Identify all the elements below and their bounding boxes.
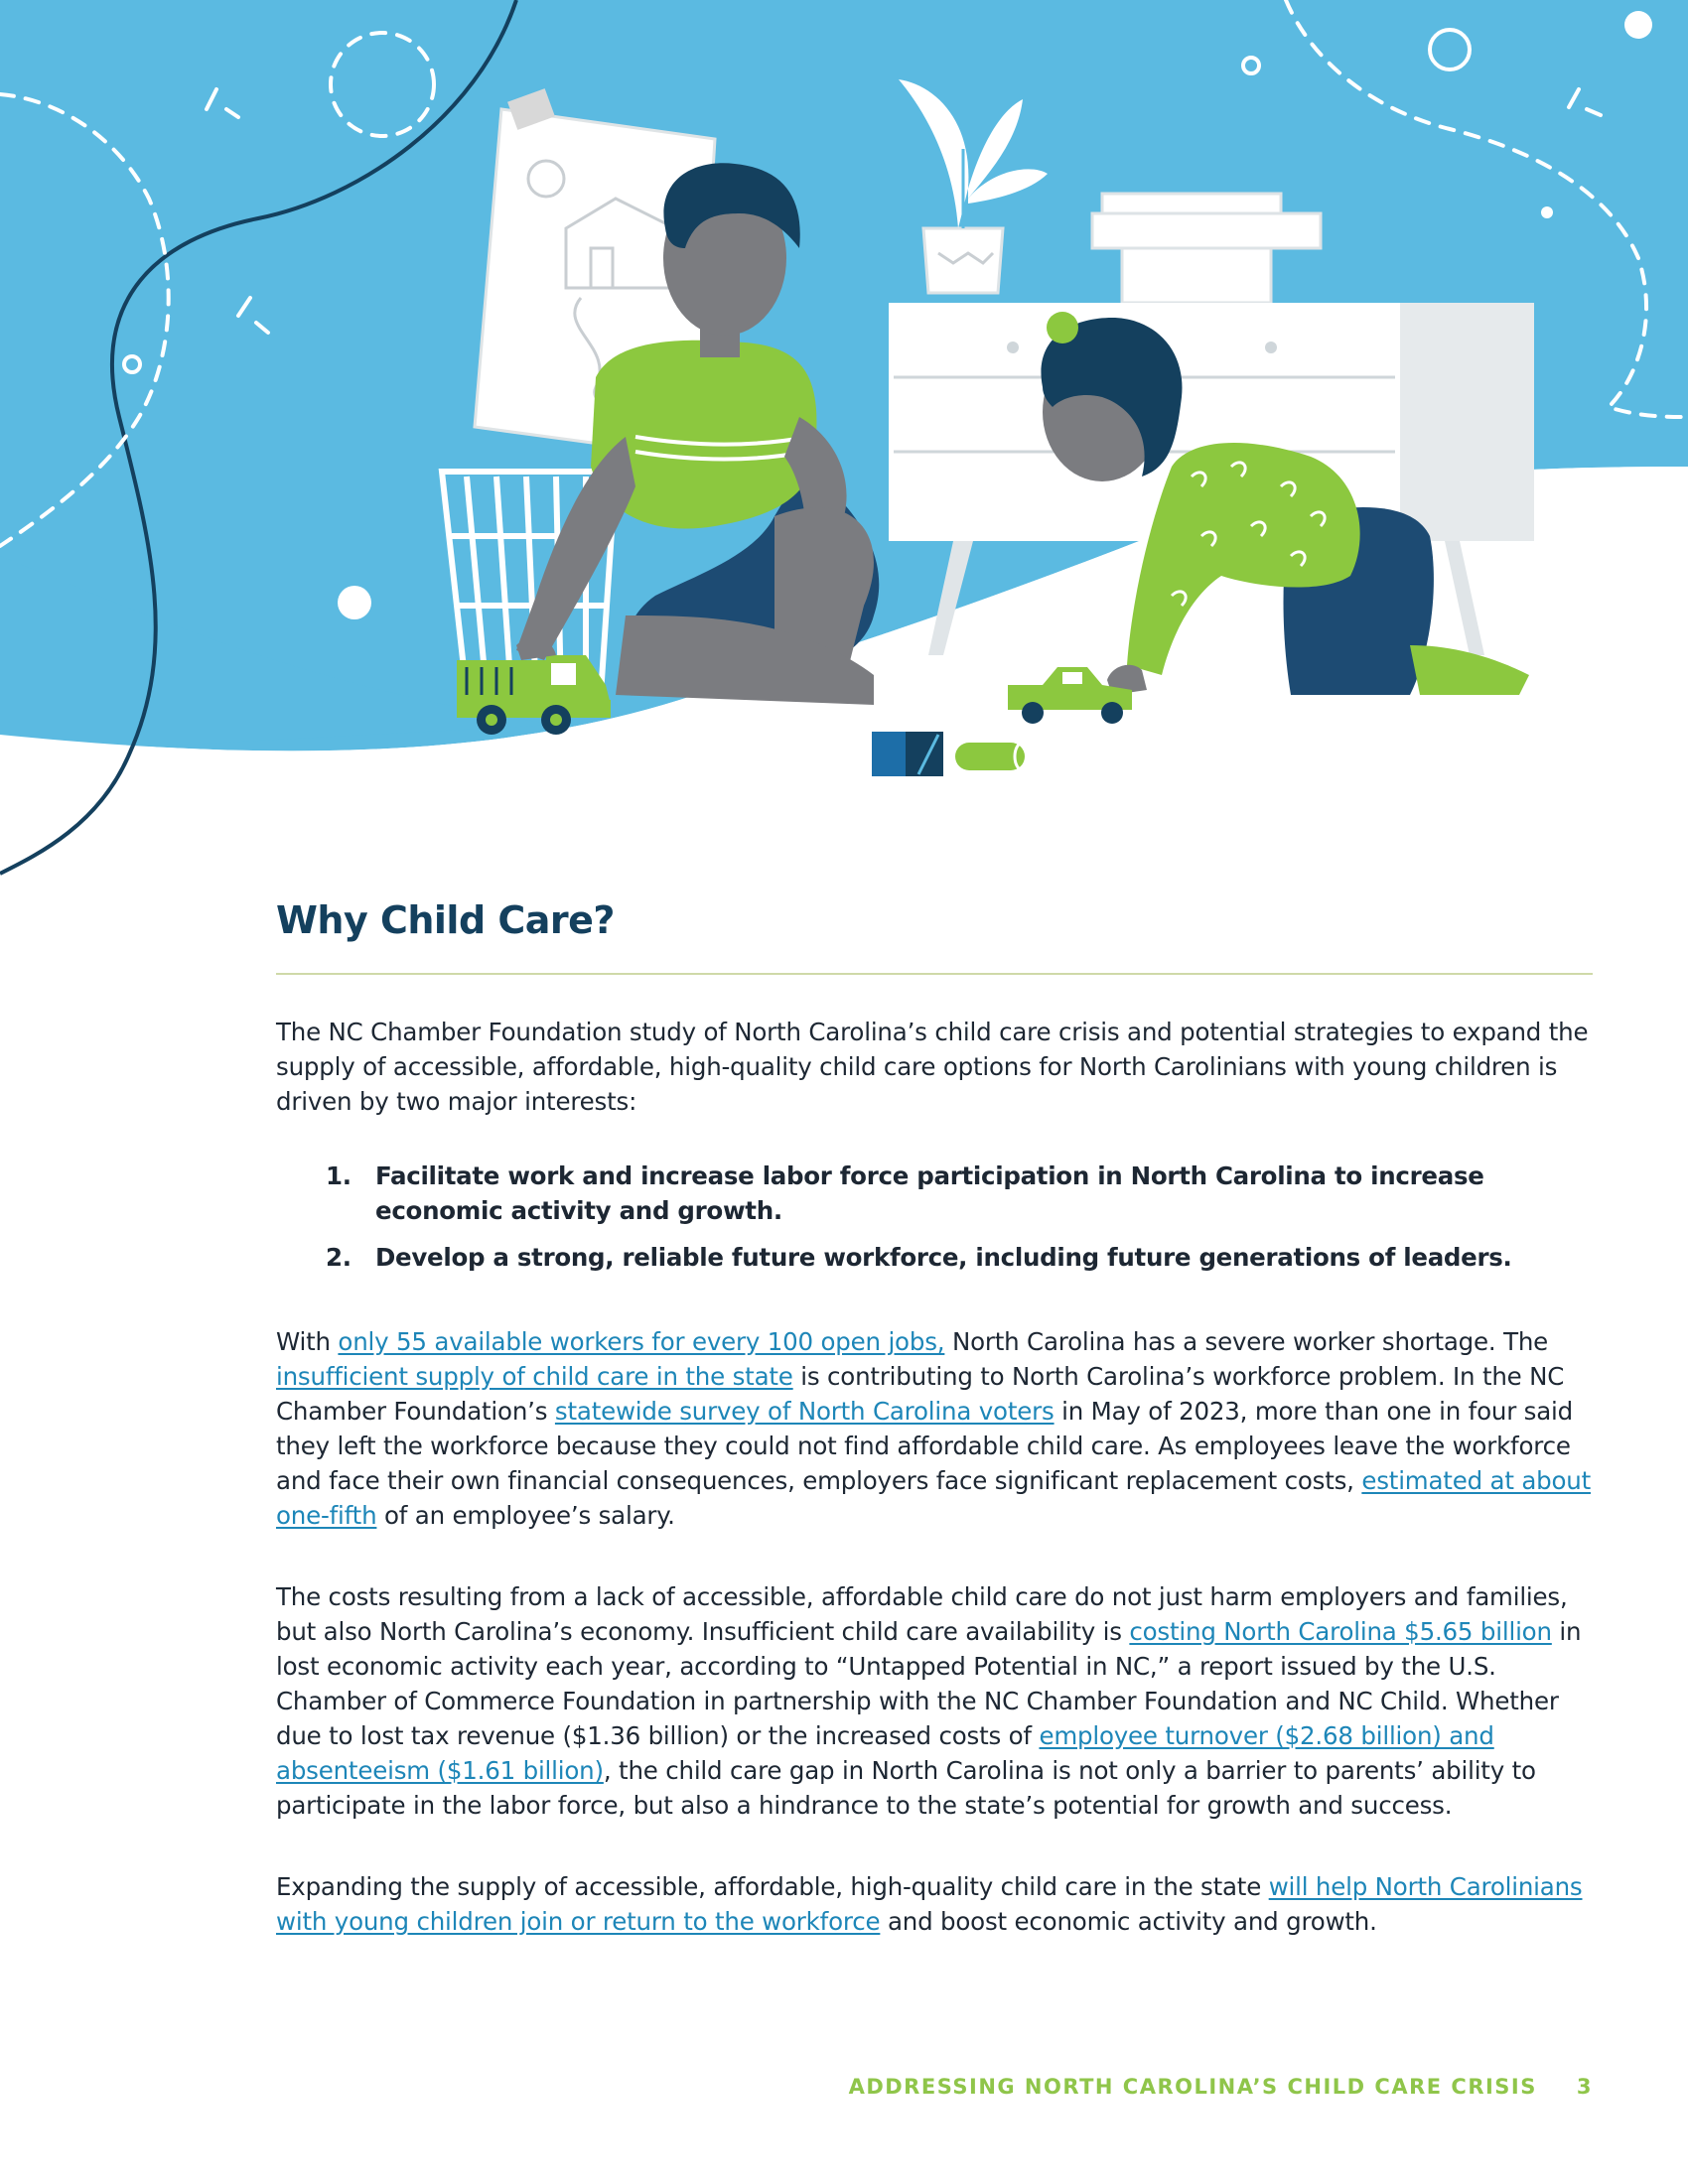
footer-title: ADDRESSING NORTH CAROLINA’S CHILD CARE CRISIS: [848, 2075, 1537, 2099]
text-span: The costs resulting from a lack of accessible, affordable child care do not just harm employers and families, but also North Carolina’s economy. Insufficient child care availability is: [276, 1582, 1568, 1646]
page-number: 3: [1576, 2075, 1593, 2099]
list-item-number: 2.: [326, 1243, 352, 1272]
text-span: in May of 2023, more than one in four said they left the workforce because they could not find affordable child care. As employees leave the workforce and face their own financial consequences, employers face significant replacement costs,: [276, 1397, 1573, 1495]
list-item-text: Develop a strong, reliable future workforce, including future generations of leaders.: [375, 1243, 1512, 1272]
return-to-workforce-link[interactable]: will help North Carolinians with young children join or return to the workforce: [276, 1872, 1583, 1936]
voter-survey-link[interactable]: statewide survey of North Carolina voters: [554, 1397, 1055, 1426]
text-span: Expanding the supply of accessible, affordable, high-quality child care in the state: [276, 1872, 1269, 1901]
list-item-number: 1.: [326, 1161, 352, 1190]
text-span: in lost economic activity each year, according to “Untapped Potential in NC,” a report issued by the U.S. Chamber of Commerce Foundation in partnership with the NC Chamber Foundation and NC Child. Whether due to lost tax revenue ($1.36 billion) or the increased costs of: [276, 1617, 1582, 1750]
text-span: is contributing to North Carolina’s workforce problem. In the NC Chamber Foundation’s: [276, 1362, 1565, 1426]
list-item: [276, 1240, 1597, 1275]
text-span: and boost economic activity and growth.: [880, 1907, 1377, 1936]
hero-illustration: [0, 0, 1688, 893]
title-divider: [276, 973, 1593, 975]
child-care-supply-link[interactable]: insufficient supply of child care in the state: [276, 1362, 793, 1391]
intro-paragraph: The NC Chamber Foundation study of North Carolina’s child care crisis and potential strategies to expand the supply of accessible, affordable, high-quality child care options for North Carolinians with young children is driven by two major interests:: [276, 1018, 1589, 1116]
list-item-text: Facilitate work and increase labor force participation in North Carolina to increase economic activity and growth.: [375, 1161, 1484, 1225]
workforce-paragraph: [276, 1324, 1597, 1533]
replacement-cost-link[interactable]: estimated at about one-fifth: [276, 1466, 1592, 1530]
text-span: North Carolina has a severe worker shortage. The: [944, 1327, 1549, 1356]
conclusion-paragraph: [276, 1869, 1597, 1939]
interests-list: [276, 1159, 1597, 1275]
text-span: With: [276, 1327, 339, 1356]
main-content: [276, 891, 1597, 1939]
text-span: , the child care gap in North Carolina is not only a barrier to parents’ ability to participate in the labor force, but also a hindrance to the state’s potential for growth and success.: [276, 1756, 1536, 1820]
workers-per-jobs-link[interactable]: only 55 available workers for every 100 open jobs,: [338, 1327, 945, 1356]
economy-paragraph: [276, 1579, 1597, 1823]
turnover-absenteeism-link[interactable]: employee turnover ($2.68 billion) and absenteeism ($1.61 billion): [276, 1721, 1494, 1785]
list-item: [276, 1159, 1597, 1228]
economic-cost-link[interactable]: costing North Carolina $5.65 billion: [1129, 1617, 1552, 1646]
page-footer: [849, 2075, 1593, 2099]
section-title: Why Child Care?: [276, 898, 615, 942]
text-span: of an employee’s salary.: [376, 1501, 675, 1530]
